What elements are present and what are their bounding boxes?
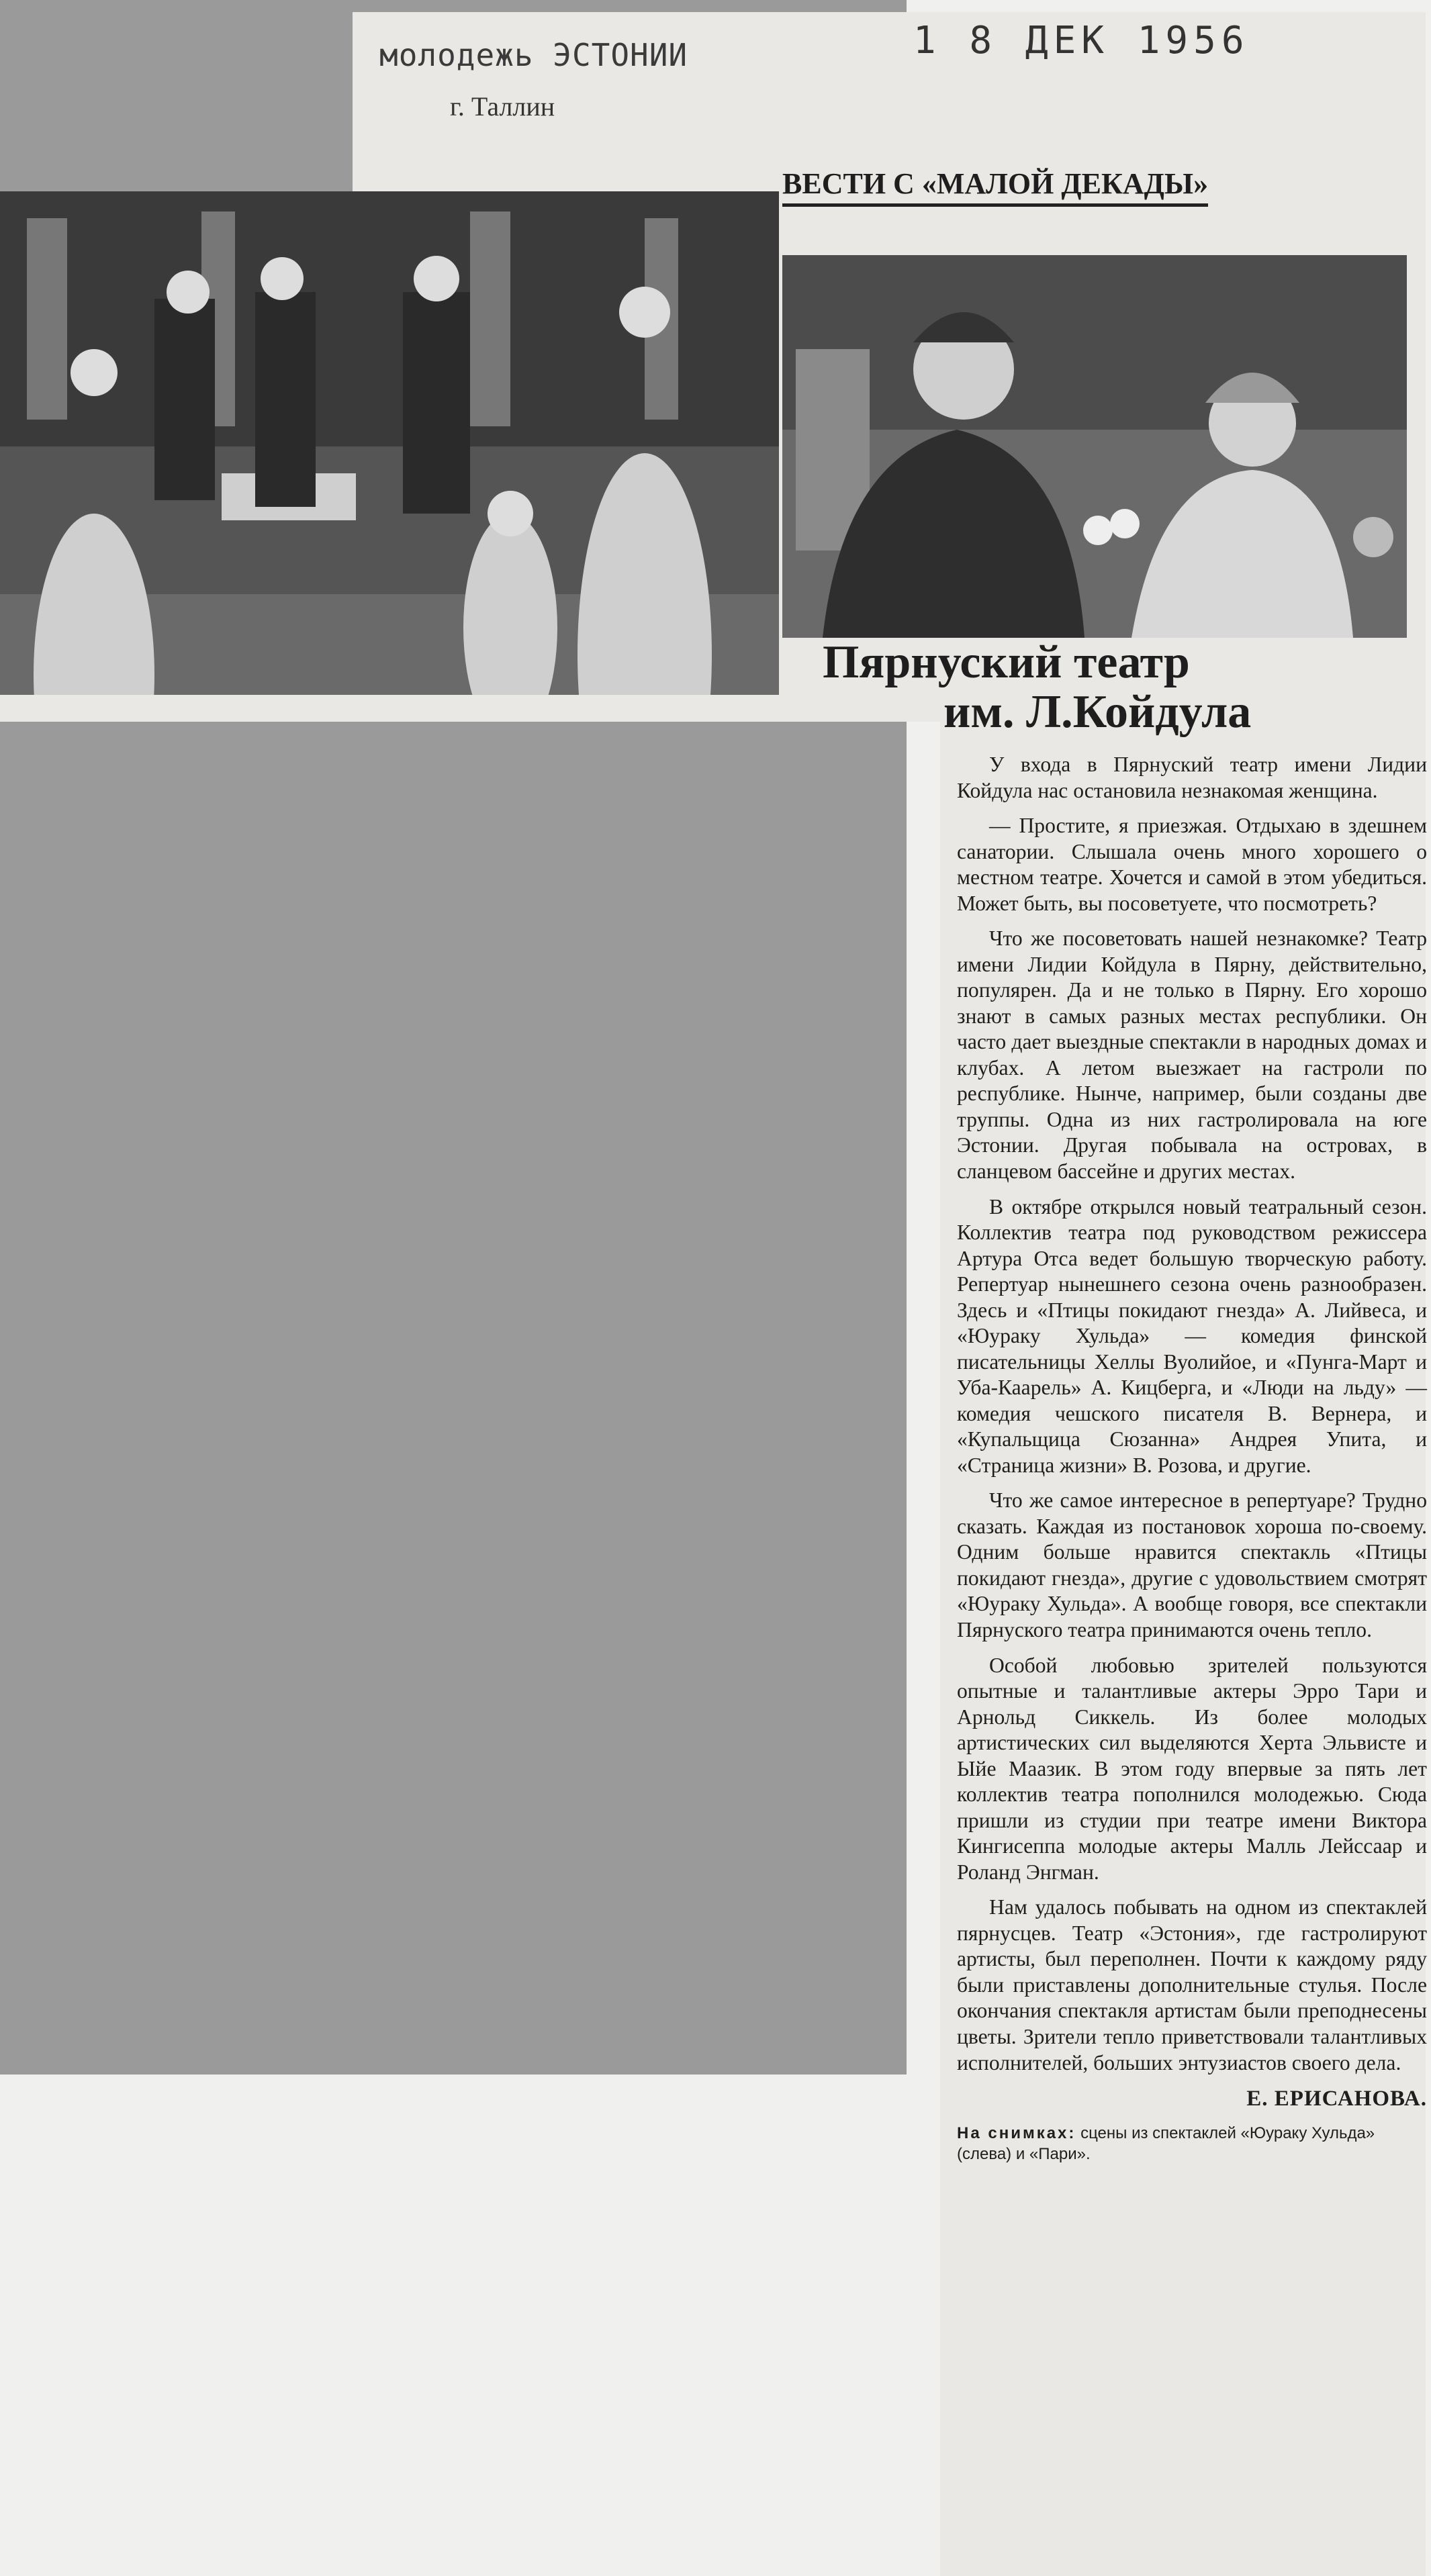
article-body (957, 752, 1427, 2165)
photo-scene-right (782, 255, 1407, 638)
headline-line-2: им. Л.Койдула (943, 685, 1252, 738)
paragraph: Нам удалось побывать на одном из спектаклей пярнусцев. Театр «Эстония», где гастролируют артисты, был переполнен. Почти к каждому ряду были приставлены дополнительные стулья. После окончания спектакля артистам были преподнесены цветы. Зрители тепло приветствовали талантливых исполнителей, больших энтузиастов своего дела. (957, 1895, 1427, 2074)
photo-caption (957, 2123, 1427, 2164)
author-signature: Е. ЕРИСАНОВА. (1246, 2087, 1427, 2111)
paragraph: В октябре открылся новый театральный сезон. Коллектив театра под руководством режиссера Артура Отса ведет большую творческую работу. Репертуар нынешнего сезона очень разнообразен. Здесь и «Птицы покидают гнезда» А. Лийвеса, и «Юураку Хульда» — комедия финской писательницы Хеллы Вуолийое, и «Пунга-Март и Уба-Каарель» А. Кицберга, и «Люди на льду» — комедия чешского писателя В. Вернера, и «Купальщица Сюзанна» Андрея Упита, и «Страница жизни» В. Розова, и другие. (957, 1194, 1427, 1477)
paragraph: Что же самое интересное в репертуаре? Трудно сказать. Каждая из постановок хороша по-своему. Одним больше нравится спектакль «Птицы покидают гнезда», другие с удовольствием смотрят «Юураку Хульда». А вообще говоря, все спектакли Пярнуского театра принимаются очень тепло. (957, 1488, 1427, 1641)
caption-lead: На снимках: (957, 2124, 1076, 2143)
newspaper-stamp: молодежь ЭСТОНИИ (379, 37, 688, 73)
rubric-heading: ВЕСТИ С «МАЛОЙ ДЕКАДЫ» (782, 166, 1208, 207)
city-stamp: г. Таллин (450, 91, 555, 122)
date-stamp: 1 8 ДЕК 1956 (913, 19, 1250, 62)
article-headline (823, 638, 1414, 736)
paragraph: У входа в Пярнуский театр имени Лидии Койдула нас остановила незнакомая женщина. (957, 753, 1427, 802)
headline-line-1: Пярнуский театр (823, 636, 1190, 688)
caption-text: сцены из спектаклей «Юураку Хульда» (слева) и «Пари». (957, 2124, 1375, 2164)
photo-scene-left (0, 191, 779, 695)
paragraph: Что же посоветовать нашей незнакомке? Театр имени Лидии Койдула в Пярну, действительно, популярен. Да и не только в Пярну. Его хорошо знают в самых разных местах республики. Он часто дает выездные спектакли в народных домах и клубах. А летом выезжает на гастроли по республике. Нынче, например, были созданы две труппы. Одна из них гастролировала на юге Эстонии. Другая побывала на островах, в сланцевом бассейне и других местах. (957, 926, 1427, 1183)
paragraph: Особой любовью зрителей пользуются опытные и талантливые актеры Эрро Тари и Арнольд Сиккель. Из более молодых артистических сил выделяются Херта Эльвисте и Ыйе Маазик. В этом году впервые за пять лет коллектив театра пополнился молодежью. Сюда пришли из студии при театре имени Виктора Кингисеппа молодые актеры Малль Лейссаар и Роланд Энгман. (957, 1653, 1427, 1884)
paragraph: — Простите, я приезжая. Отдыхаю в здешнем санатории. Слышала очень много хорошего о местном театре. Хочется и самой в этом убедиться. Может быть, вы посоветуете, что посмотреть? (957, 814, 1427, 915)
